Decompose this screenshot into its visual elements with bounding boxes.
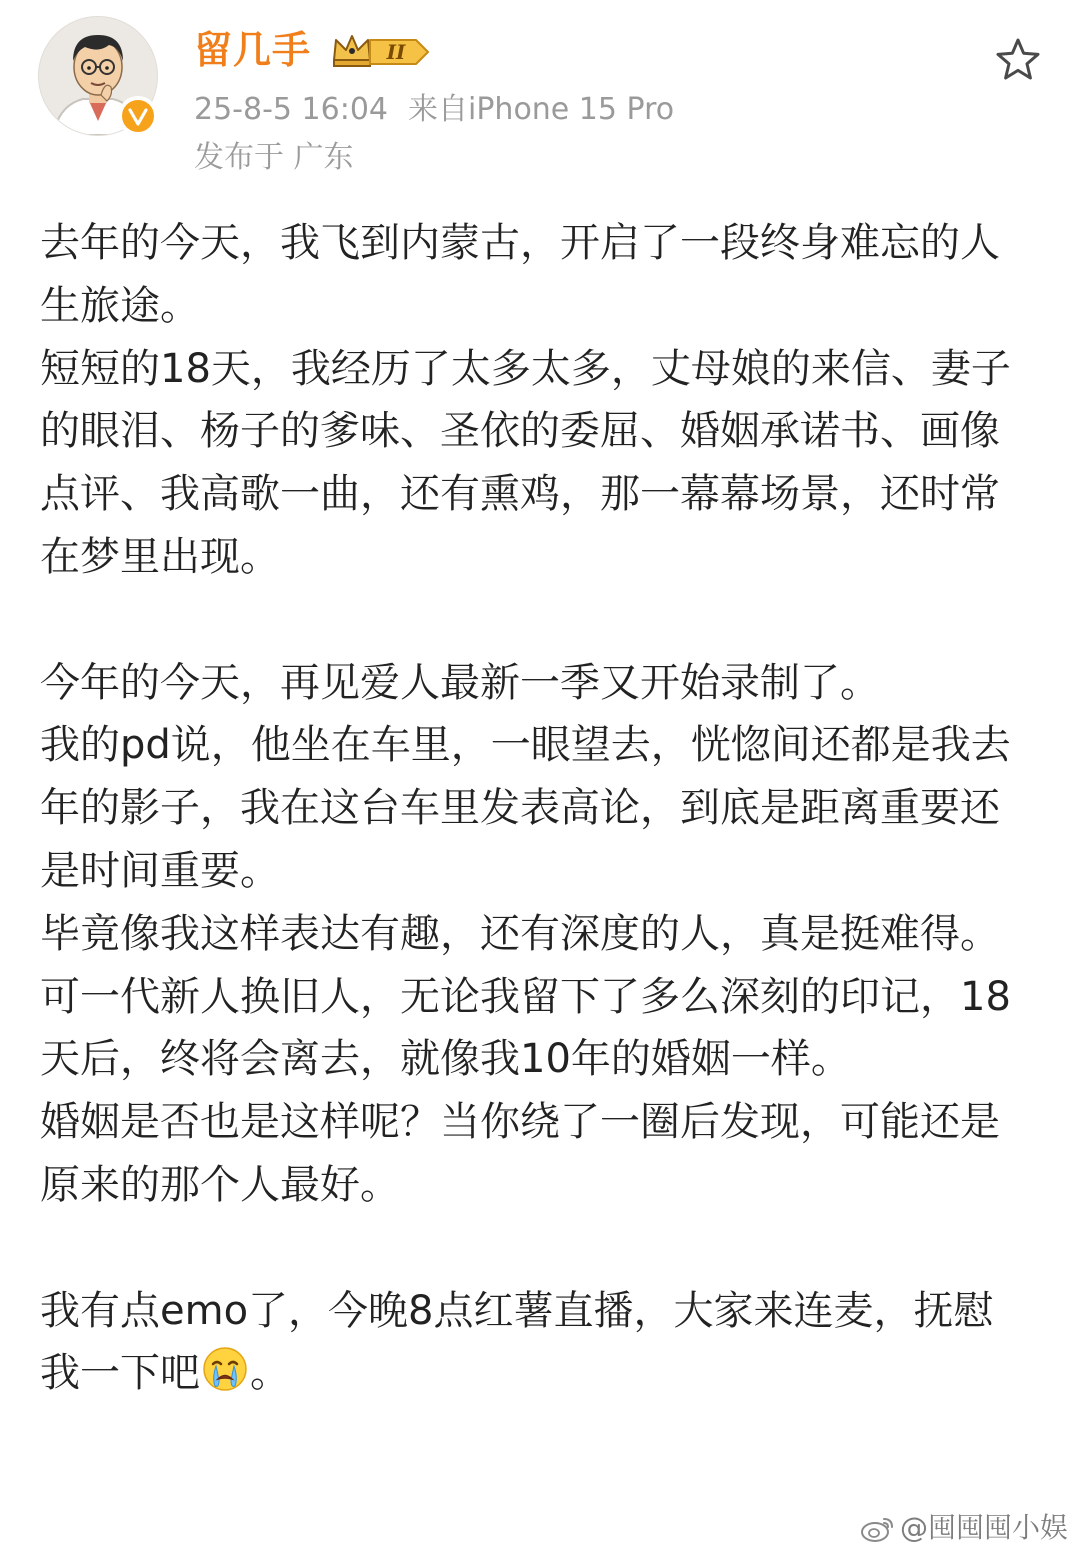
rank-level-text: II (386, 40, 406, 64)
favorite-button[interactable] (992, 34, 1044, 86)
weibo-logo-icon (860, 1513, 896, 1543)
verified-v-badge-icon (118, 96, 158, 136)
author-name[interactable]: 留几手 (194, 28, 312, 72)
watermark-text: @囤囤囤小娱 (899, 1511, 1068, 1544)
post-source: 来自iPhone 15 Pro (408, 92, 675, 127)
paragraph-gap (40, 589, 1030, 652)
watermark (860, 1510, 1068, 1546)
crown-icon (330, 30, 434, 70)
post-paragraph-8 (40, 1280, 1030, 1406)
post-body (40, 212, 1030, 1405)
last-paragraph-end: 。 (250, 1350, 290, 1397)
crying-face-emoji-icon (200, 1344, 250, 1394)
post-paragraph-7: 婚姻是否也是这样呢？当你绕了一圈后发现，可能还是原来的那个人最好。 (40, 1099, 1000, 1208)
last-paragraph-text: 我有点emo了，今晚8点红薯直播，大家来连麦，抚慰我一下吧 (40, 1287, 994, 1397)
post-paragraph-2: 短短的18天，我经历了太多太多，丈母娘的来信、妻子的眼泪、杨子的爹味、圣依的委屈、婚姻承诺书、画像点评、我高歌一曲，还有熏鸡，那一幕幕场景，还时常在梦里出现。 (40, 345, 1011, 580)
post-paragraph-3: 今年的今天，再见爱人最新一季又开始录制了。 (40, 659, 880, 706)
star-outline-icon (994, 36, 1042, 84)
post-paragraph-5: 毕竟像我这样表达有趣，还有深度的人，真是挺难得。 (40, 910, 1000, 957)
post-meta-time (194, 90, 674, 130)
post-header (0, 0, 1080, 200)
rank-crown-badge (330, 30, 434, 70)
post-paragraph-6: 可一代新人换旧人，无论我留下了多么深刻的印记，18天后，终将会离去，就像我10年的婚姻一样。 (40, 973, 1011, 1083)
paragraph-gap (40, 1217, 1030, 1280)
post-location: 发布于 广东 (194, 140, 354, 175)
post-paragraph-4: 我的pd说，他坐在车里，一眼望去，恍惚间还都是我去年的影子，我在这台车里发表高论，到底是距离重要还是时间重要。 (40, 722, 1011, 894)
post-date: 25-8-5 16:04 (194, 92, 388, 127)
post-paragraph-1: 去年的今天，我飞到内蒙古，开启了一段终身难忘的人生旅途。 (40, 220, 1000, 329)
